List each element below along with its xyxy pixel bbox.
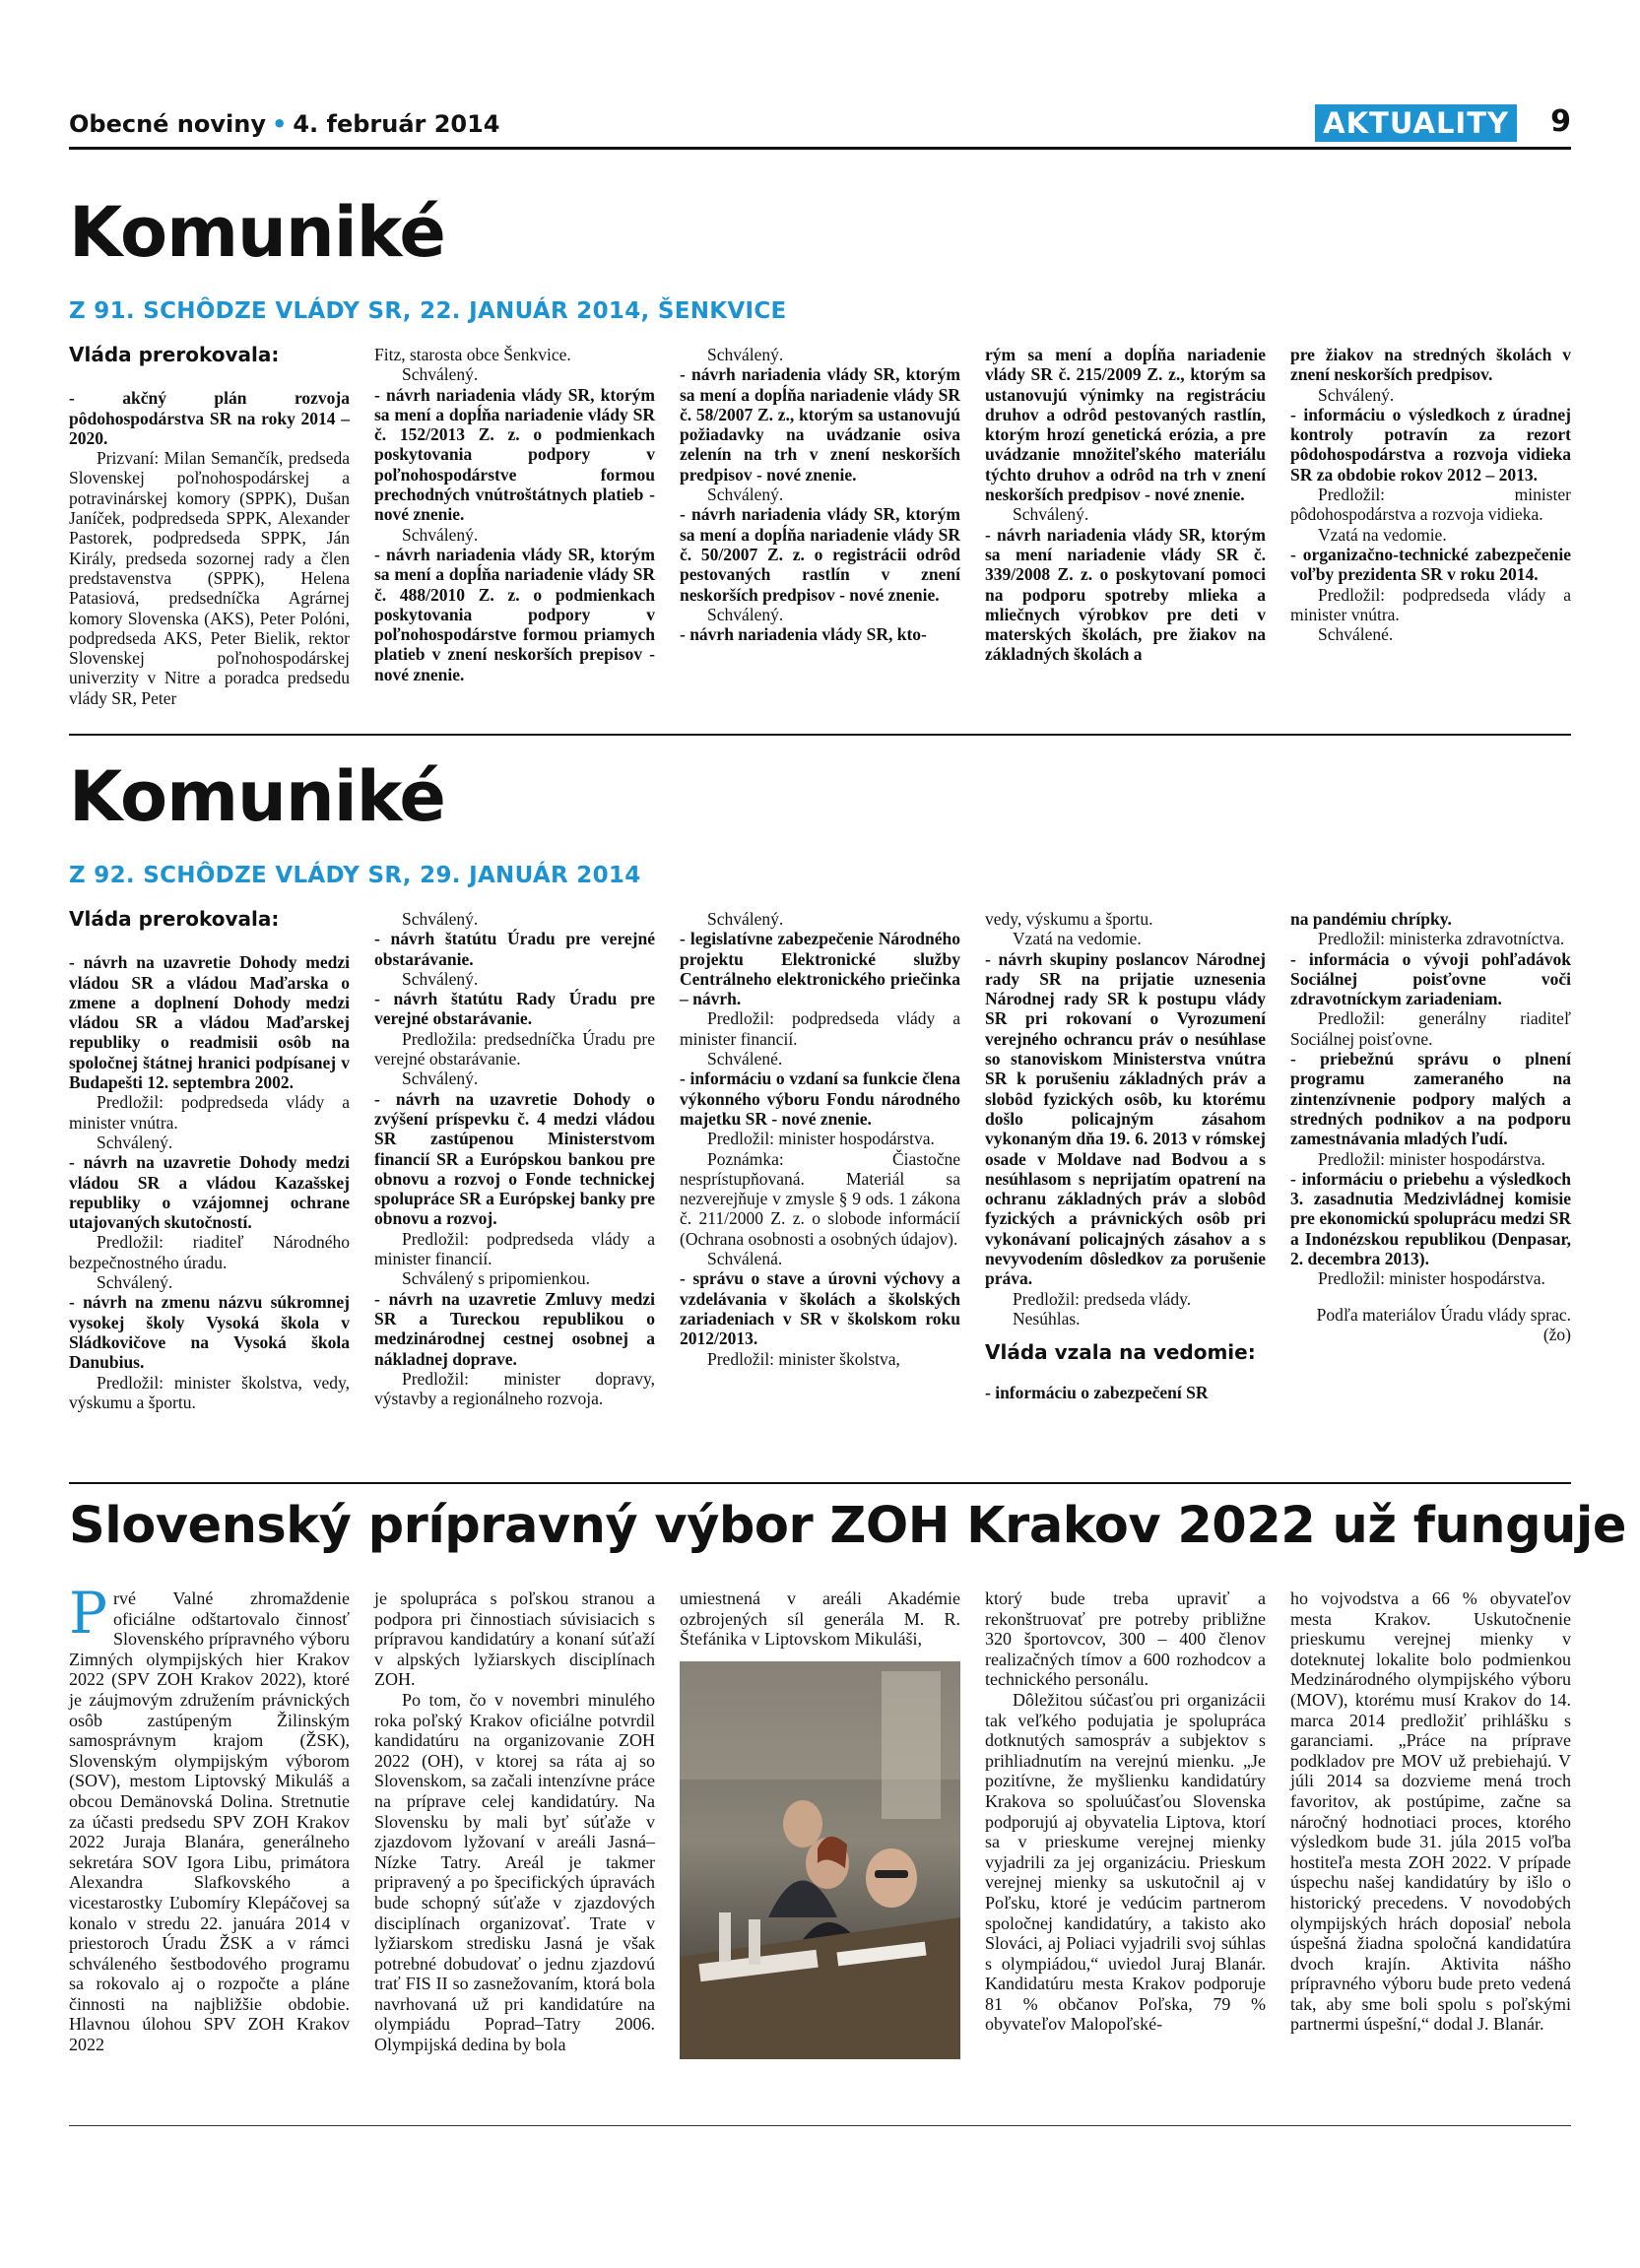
agenda-note: Fitz, starosta obce Šenkvice. [374, 345, 571, 364]
agenda-note: Vzatá na vedomie. [1318, 524, 1447, 545]
agenda-item: rým sa mení a dopĺňa nariadenie vlády SR č. 215/2009 Z. z., ktorým sa ustanovujú výnimky na registráciu druhov a odrôd pestovaných rastlín, ktorým hrozí genetická erózia, a pre uvádzanie množiteľského materiálu týchto druhov a odrôd na trh v znení neskorších predpisov - nové znenie. [985, 345, 1266, 505]
agenda-note: Schválený. [97, 1132, 173, 1152]
agenda-item: - organizačno-technické zabezpečenie voľby prezidenta SR v roku 2014. [1290, 544, 1571, 585]
agenda-item: - návrh štatútu Úradu pre verejné obstarávanie. [374, 929, 655, 969]
agenda-note: Schválený s pripomienkou. [402, 1268, 591, 1289]
komunike-2-subtitle: Z 92. SCHÔDZE VLÁDY SR, 29. JANUÁR 2014 [69, 863, 641, 888]
komunike-signature: Podľa materiálov Úradu vlády sprac. (žo) [1316, 1304, 1571, 1344]
agenda-note: Schválený. [402, 909, 479, 929]
agenda-note: Predložil: riaditeľ Národného bezpečnostného úradu. [69, 1232, 350, 1272]
agenda-item: - priebežnú správu o plnení programu zameraného na zintenzívnenie podpory malých a stredných podnikov a na podporu zamestnávania mladých ľudí. [1290, 1049, 1571, 1149]
masthead [69, 110, 500, 138]
article-col-2 [374, 1588, 655, 2059]
agenda-note: Predložil: generálny riaditeľ Sociálnej poisťovne. [1290, 1008, 1571, 1049]
komunike-1-columns [69, 345, 1571, 708]
agenda-note: Predložil: podpredseda vlády a minister vnútra. [69, 1092, 350, 1133]
agenda-note: Poznámka: Čiastočne nesprístupňovaná. Materiál sa nezverejňuje v zmysle § 9 ods. 1 zákona č. 211/2000 Z. z. o slobode informácií (Ochrana osobnosti a osobných údajov). [680, 1148, 960, 1249]
agenda-note: Predložil: podpredseda vlády a minister vnútra. [1290, 584, 1571, 624]
agenda-item: - návrh na uzavretie Dohody o zvýšení príspevku č. 4 medzi vládou SR zastúpenou Ministerstvom financií SR a Európskou bankou pre obnovu a rozvoj o Fonde technickej spolupráce SR a Európskej banky pre obnovu a rozvoj. [374, 1088, 655, 1229]
agenda-note: Predložil: minister dopravy, výstavby a regionálneho rozvoja. [374, 1368, 655, 1409]
section-divider [69, 734, 1571, 736]
page-header [69, 98, 1571, 150]
komunike-2-col-4 [985, 909, 1266, 1412]
agenda-note: Schválený. [707, 345, 784, 364]
agenda-item: - akčný plán rozvoja pôdohospodárstva SR na roky 2014 – 2020. [69, 388, 350, 448]
agenda-note: Predložil: minister školstva, [707, 1348, 900, 1369]
agenda-note: Schválený. [402, 364, 479, 385]
section-label: AKTUALITY [1315, 104, 1517, 142]
komunike-2-lead: Vláda prerokovala: [69, 907, 280, 931]
agenda-item: - informáciu o priebehu a výsledkoch 3. zasadnutia Medzivládnej komisie pre ekonomickú spoluprácu medzi SR a Indonézskou republikou (Denpasar, 2. decembra 2013). [1290, 1168, 1571, 1269]
agenda-item: - návrh nariadenia vlády SR, ktorým sa mení a dopĺňa nariadenie vlády SR č. 58/2007 Z. z., ktorým sa ustanovujú požiadavky na uvádzanie osiva zelenín na trh v znení neskorších predpisov - nové znenie. [680, 364, 960, 485]
komunike-2-col-1 [69, 909, 350, 1412]
agenda-note: Schválený. [707, 485, 784, 505]
agenda-item: - návrh na zmenu názvu súkromnej vysokej školy Vysoká škola v Sládkovičove na Vysoká škola Danubius. [69, 1292, 350, 1373]
agenda-note: Schválený. [1013, 504, 1089, 525]
agenda-item: - návrh nariadenia vlády SR, ktorým sa mení a dopĺňa nariadenie vlády SR č. 152/2013 Z. z. o podmienkach poskytovania podpory v poľnohospodárstve formou prechodných vnútroštátnych platieb - nové znenie. [374, 384, 655, 525]
agenda-note: vedy, výskumu a športu. [985, 909, 1153, 929]
agenda-note: Vzatá na vedomie. [1013, 929, 1142, 949]
section-divider [69, 1482, 1571, 1484]
drop-cap: P [69, 1580, 108, 1647]
article-paragraph: ho vojvodstva a 66 % obyvateľov mesta Krakov. Uskutočnenie prieskumu verejnej mienky v doteknutej lokalite bolo podmienkou Medzinárodného olympijského výboru (MOV), ktorému musí Krakov do 14. marca 2014 predložiť prihlášku s garanciami. „Práce na príprave podkladov pre MOV už prebiehajú. V júli 2014 sa dozvieme mená troch favoritov, ak postúpime, začne sa náročný hodnotiaci proces, ktorého výsledkom bude 31. júla 2015 voľba hostiteľa mesta ZOH 2022. V prípade úspechu našej kandidatúry by išlo o historický precedens. V novodobých olympijských hrách doposiaľ nebola úspešná žiadna spoločná kandidatúra dvoch krajín. Aktivita nášho prípravného výboru bude preto vedená tak, aby sme boli spolu s poľskými partnermi úspešní,“ dodal J. Blanár. [1290, 1588, 1571, 2035]
agenda-note: Schválená. [707, 1249, 783, 1269]
agenda-item: - návrh skupiny poslancov Národnej rady SR na prijatie uznesenia Národnej rady SR k postupu vlády SR pri rokovaní o Vyrozumení verejného ochrancu práv o nesúhlase so stanoviskom Ministerstva vnútra SR k porušeniu základných práv a slobôd fyzických osôb, ku ktorému došlo policajným zásahom vykonaným dňa 19. 6. 2013 v rómskej osade v Moldave nad Bodvou a s nesúhlasom s neprijatím opatrení na ochranu základných práv a slobôd fyzických a právnických osôb pri vykonávaní policajných zásahov a s nevyvodením dôsledkov za porušenie práva. [985, 948, 1266, 1289]
separator-dot: • [271, 110, 288, 138]
agenda-note: Schválené. [707, 1049, 783, 1069]
article-col-5 [1290, 1588, 1571, 2059]
agenda-note: Predložil: minister školstva, vedy, výskumu a športu. [69, 1372, 350, 1412]
komunike-1-col-1 [69, 345, 350, 708]
agenda-note: Predložil: minister hospodárstva. [1318, 1148, 1545, 1169]
agenda-item: - návrh na uzavretie Zmluvy medzi SR a Tureckou republikou o medzinárodnej cestnej osobnej a nákladnej doprave. [374, 1288, 655, 1369]
agenda-item: - legislatívne zabezpečenie Národného projektu Elektronické služby Centrálneho elektronického priečinka – návrh. [680, 929, 960, 1009]
komunike-1-col-3 [680, 345, 960, 708]
agenda-item: pre žiakov na stredných školách v znení neskorších predpisov. [1290, 345, 1571, 385]
article-col-4 [985, 1588, 1266, 2059]
agenda-note: Schválený. [97, 1272, 173, 1293]
agenda-note: Predložil: minister pôdohospodárstva a rozvoja vidieka. [1290, 485, 1571, 525]
komunike-1-lead: Vláda prerokovala: [69, 343, 280, 366]
agenda-note: Prizvaní: Milan Semančík, predseda Slovenskej poľnohospodárskej a potravinárskej komory (SPPK), Dušan Janíček, podpredseda SPPK, Alexander Pastorek, podpredseda SPPK, Ján Király, predseda sozornej rady a člen predstavenstva (SPPK), Helena Patasiová, predsedníčka Agrárnej komory Slovenska (AKS), Peter Polóni, podpredseda AKS, Peter Bielik, rektor Slovenskej poľnohospodárskej univerzity v Nitre a poradca predsedu vlády SR, Peter [69, 448, 350, 708]
komunike-2-columns [69, 909, 1571, 1412]
komunike-1-title: Komuniké [69, 192, 445, 273]
article-paragraph: Dôležitou súčasťou pri organizácii tak veľkého podujatia je spolupráca dotknutých samospráv a subjektov s prihliadnutím na verejnú mienku. „Je pozitívne, že myšlienku kandidatúry Krakova so spoluúčasťou Slovenska podporujú aj obyvatelia Liptova, ktorí sa v prieskume verejnej mienky vyjadrili za jej organizáciu. Prieskum verejnej mienky sa uskutočnil aj v Poľsku, ktoré je vedúcim partnerom spoločnej kandidatúry, a takisto ako Slováci, aj Poliaci vyjadrili svoj súhlas s olympiádou,“ uviedol Juraj Blanár. Kandidatúru mesta Krakov podporuje 81 % občanov Poľska, 79 % obyvateľov Malopoľské- [985, 1689, 1266, 2035]
agenda-note: Predložil: minister hospodárstva. [1318, 1268, 1545, 1289]
agenda-note: Predložila: predsedníčka Úradu pre verejné obstarávanie. [374, 1028, 655, 1069]
agenda-note: Schválený. [402, 524, 479, 545]
issue-date: 4. február 2014 [293, 110, 500, 138]
agenda-item: - návrh štatútu Rady Úradu pre verejné obstarávanie. [374, 989, 655, 1029]
komunike-1-col-4 [985, 345, 1266, 708]
agenda-item: - návrh na uzavretie Dohody medzi vládou SR a vládou Maďarska o zmene a doplnení Dohody medzi vládou SR a vládou Maďarskej republiky o readmisii osôb na spoločnej štátnej hranici podpísanej v Budapešti 12. septembra 2002. [69, 952, 350, 1093]
komunike-2-subsection-heading: Vláda vzala na vedomie: [985, 1340, 1256, 1365]
article-headline: Slovenský prípravný výbor ZOH Krakov 2022 už funguje [69, 1497, 1626, 1555]
komunike-1-subtitle: Z 91. SCHÔDZE VLÁDY SR, 22. JANUÁR 2014, ŠENKVICE [69, 298, 787, 324]
agenda-note: Predložil: minister hospodárstva. [707, 1129, 935, 1149]
agenda-note: Predložil: predseda vlády. [1013, 1288, 1192, 1309]
agenda-note: Predložil: ministerka zdravotníctva. [1318, 929, 1565, 949]
komunike-2-col-5 [1290, 909, 1571, 1412]
komunike-2-title: Komuniké [69, 756, 445, 837]
komunike-1-col-2 [374, 345, 655, 708]
bottom-rule [69, 2125, 1571, 2126]
agenda-note: Schválený. [402, 1069, 479, 1089]
agenda-note: Nesúhlas. [1013, 1308, 1081, 1328]
article-paragraph: je spolupráca s poľskou stranou a podpora pri činnostiach súvisiacich s prípravou kandidatúry a konaní súťaží v alpských lyžiarskych disciplínach ZOH. [374, 1588, 655, 1690]
article-paragraph: ktorý bude treba upraviť a rekonštruovať pre potreby približne 320 športovcov, 300 – 400 členov realizačných tímov a 600 rozhodcov a technického personálu. [985, 1588, 1266, 1690]
article-paragraph: umiestnená v areáli Akadémie ozbrojených síl generála M. R. Štefánika v Liptovskom Mikuláši, [680, 1588, 960, 1650]
agenda-note: Schválené. [1318, 624, 1394, 645]
article-col-1 [69, 1580, 350, 2059]
agenda-item: - informáciu o vzdaní sa funkcie člena výkonného výboru Fondu národného majetku SR - nové znenie. [680, 1069, 960, 1129]
agenda-item: - informácia o vývoji pohľadávok Sociálnej poisťovne voči zdravotníckym zariadeniam. [1290, 948, 1571, 1009]
agenda-item: - návrh na uzavretie Dohody medzi vládou SR a vládou Kazašskej republiky o vzájomnej ochrane utajovaných skutočností. [69, 1152, 350, 1233]
publication-name: Obecné noviny [69, 110, 266, 138]
agenda-item: na pandémiu chrípky. [1290, 909, 1452, 929]
agenda-item: - správu o stave a úrovni výchovy a vzdelávania v školách a školských zariadeniach v SR v školskom roku 2012/2013. [680, 1268, 960, 1349]
agenda-note: Schválený. [1318, 384, 1395, 405]
article-photo [680, 1661, 960, 2059]
article-col-3 [680, 1588, 960, 2059]
article-paragraph: rvé Valné zhromaždenie oficiálne odštartovalo činnosť Slovenského prípravného výboru Zimných olympijských hier Krakov 2022 (SPV ZOH Krakov 2022), ktoré je záujmovým združením právnických osôb zastúpeným Žilinským samosprávnym krajom (ŽSK), Slovenským olympijským výborom (SOV), mestom Liptovský Mikuláš a obcou Demänovská Dolina. Stretnutie za účasti predsedu SPV ZOH Krakov 2022 Juraja Blanára, generálneho sekretára SOV Igora Libu, primátora Alexandra Slafkovského a vicestarostky Ľubomíry Klepáčovej sa konalo v stredu 22. januára 2014 v priestoroch Úradu ŽSK a v rámci schváleného šestbodového programu sa rokovalo aj o rozpočte a pláne činnosti na najbližšie obdobie. Hlavnou úlohou SPV ZOH Krakov 2022 [69, 1588, 350, 2055]
article-paragraph: Po tom, čo v novembri minulého roka poľský Krakov oficiálne potvrdil kandidatúru na organizovanie ZOH 2022 (OH), v ktorej sa ráta aj so Slovenskom, sa začali intenzívne práce na príprave celej kandidatúry. Na Slovensku by mali byť súťaže v zjazdovom lyžovaní v areáli Jasná–Nízke Tatry. Areál je takmer pripravený a po špecifických úpravách bude schopný súťaže v zjazdových disciplínach organizovať. Trate v lyžiarskom stredisku Jasná je však potrebné dobudovať o jednu zjazdovú trať FIS II so zasnežovaním, ktorá bola navrhovaná už pri kandidatúre na olympiádu Poprad–Tatry 2006. Olympijská dedina by bola [374, 1689, 655, 2055]
agenda-item: - informáciu o výsledkoch z úradnej kontroly potravín za rezort pôdohospodárstva a rozvoja vidieka SR za obdobie rokov 2012 – 2013. [1290, 404, 1571, 485]
agenda-note: Predložil: podpredseda vlády a minister financií. [680, 1008, 960, 1049]
agenda-item: - návrh nariadenia vlády SR, kto- [680, 624, 927, 645]
agenda-item: - návrh nariadenia vlády SR, ktorým sa mení a dopĺňa nariadenie vlády SR č. 50/2007 Z. z. o registrácii odrôd pestovaných rastlín v znení neskorších predpisov - nové znenie. [680, 504, 960, 605]
agenda-item: - návrh nariadenia vlády SR, ktorým sa mení a dopĺňa nariadenie vlády SR č. 488/2010 Z. z. o podmienkach poskytovania podpory v poľnohospodárstve formou priamych platieb v znení neskorších prepisov - nové znenie. [374, 544, 655, 684]
agenda-item: - informáciu o zabezpečení SR [985, 1382, 1209, 1402]
meeting-photo-image [680, 1661, 960, 2059]
page-number: 9 [1550, 104, 1571, 139]
article-columns [69, 1580, 1571, 2059]
komunike-2-col-3 [680, 909, 960, 1412]
agenda-note: Schválený. [402, 968, 479, 989]
komunike-1-col-5 [1290, 345, 1571, 708]
agenda-item: - návrh nariadenia vlády SR, ktorým sa mení nariadenie vlády SR č. 339/2008 Z. z. o poskytovaní pomoci na podporu spotreby mlieka a mliečnych výrobkov pre deti v materských školách, pre žiakov na základných školách a [985, 524, 1266, 665]
agenda-note: Schválený. [707, 909, 784, 929]
agenda-note: Predložil: podpredseda vlády a minister financií. [374, 1228, 655, 1269]
komunike-2-col-2 [374, 909, 655, 1412]
agenda-note: Schválený. [707, 604, 784, 624]
